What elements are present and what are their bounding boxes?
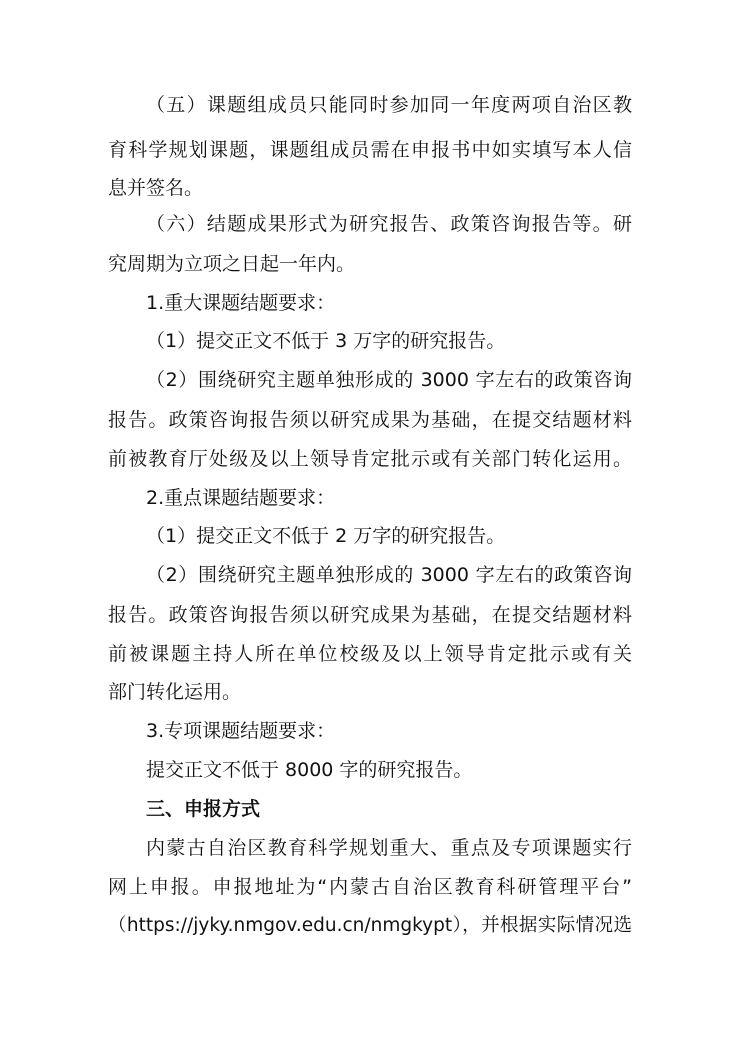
- text-line: （六）结题成果形式为研究报告、政策咨询报告等。研: [146, 213, 632, 235]
- text-line: （2）围绕研究主题单独形成的 3000 字左右的政策咨询: [146, 369, 632, 391]
- text-line: 网上申报。申报地址为“内蒙古自治区教育科研管理平台”: [108, 876, 632, 898]
- text-line: （1）提交正文不低于 3 万字的研究报告。: [146, 330, 506, 352]
- text-line: 育科学规划课题，课题组成员需在申报书中如实填写本人信: [108, 139, 632, 161]
- text-line: 报告。政策咨询报告须以研究成果为基础，在提交结题材料: [108, 604, 632, 626]
- section-heading: 三、申报方式: [146, 798, 261, 820]
- text-line: 内蒙古自治区教育科学规划重大、重点及专项课题实行: [146, 837, 632, 859]
- text-line: 2.重点课题结题要求：: [146, 487, 336, 509]
- text-line: （五）课题组成员只能同时参加同一年度两项自治区教: [146, 94, 632, 116]
- text-line: （https://jyky.nmgov.edu.cn/nmgkypt），并根据实际情况选: [108, 915, 632, 936]
- text-line: 报告。政策咨询报告须以研究成果为基础，在提交结题材料: [108, 409, 632, 431]
- text-line: 前被教育厅处级及以上领导肯定批示或有关部门转化运用。: [108, 448, 632, 470]
- text-line: 3.专项课题结题要求：: [146, 720, 336, 742]
- text-line: 息并签名。: [108, 177, 204, 199]
- text-line: 前被课题主持人所在单位校级及以上领导肯定批示或有关: [108, 643, 632, 665]
- text-line: （1）提交正文不低于 2 万字的研究报告。: [146, 525, 506, 547]
- text-line: 部门转化运用。: [108, 681, 242, 703]
- text-line: （2）围绕研究主题单独形成的 3000 字左右的政策咨询: [146, 564, 632, 586]
- text-line: 究周期为立项之日起一年内。: [108, 253, 356, 275]
- text-line: 提交正文不低于 8000 字的研究报告。: [146, 759, 473, 781]
- text-line: 1.重大课题结题要求：: [146, 292, 336, 314]
